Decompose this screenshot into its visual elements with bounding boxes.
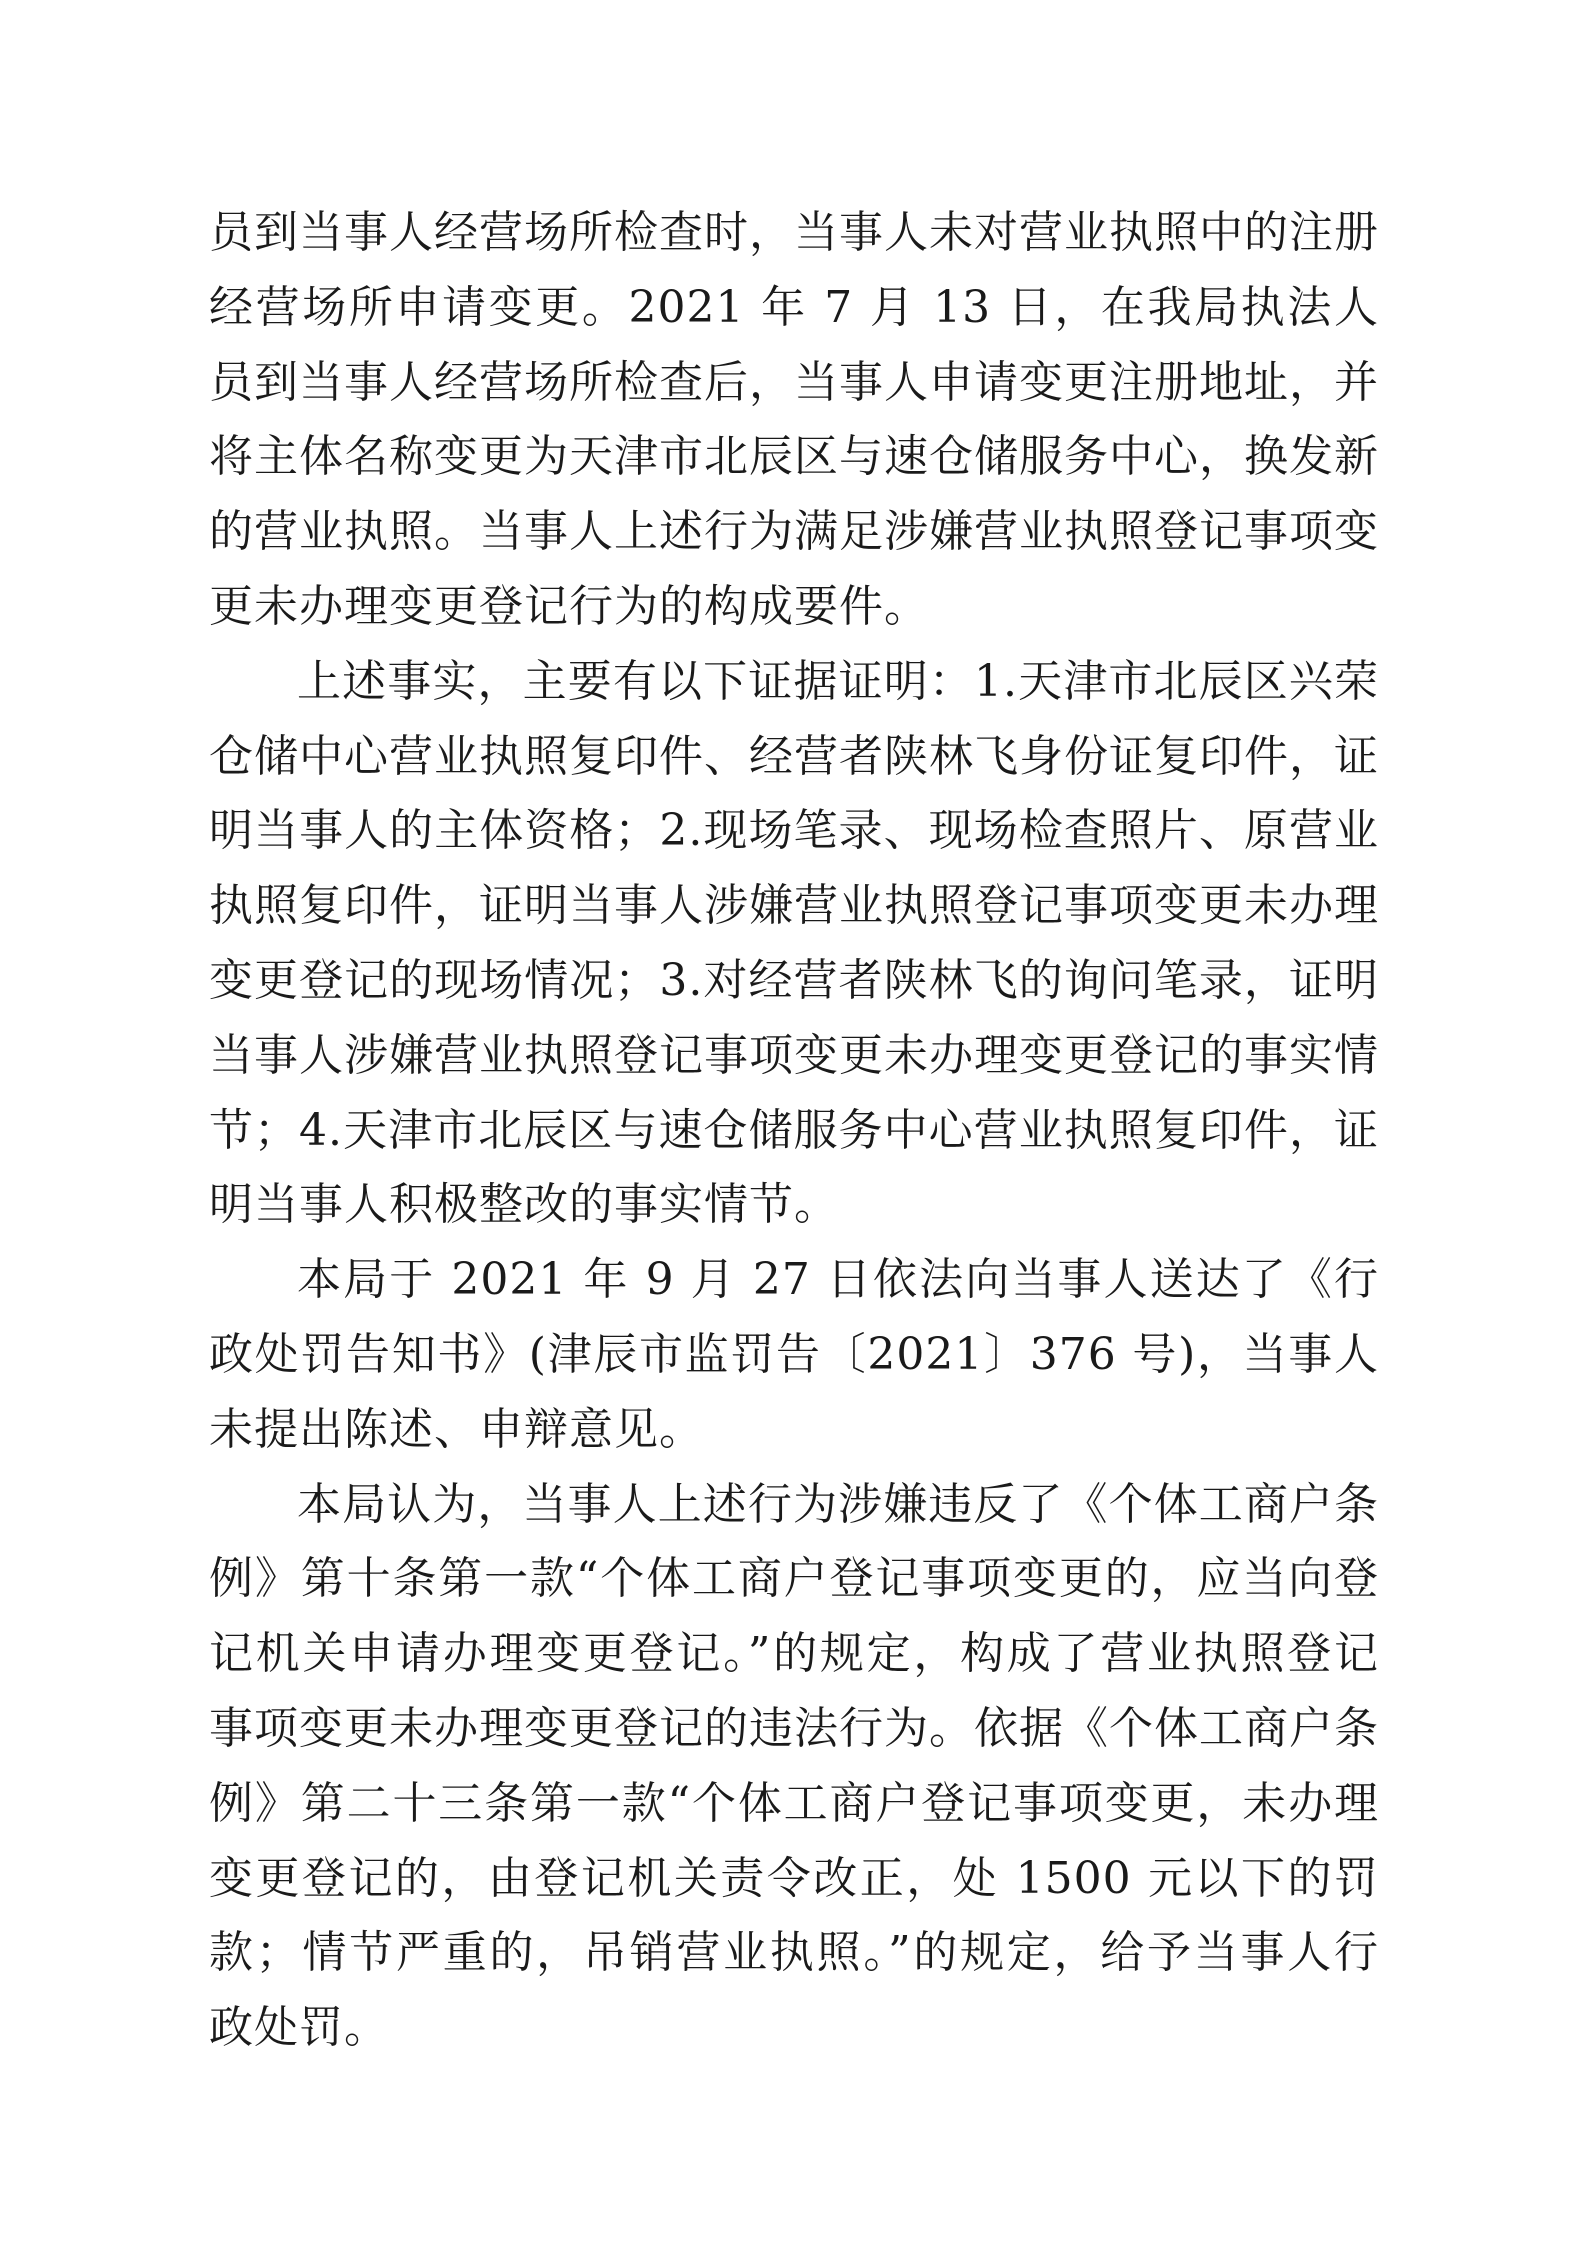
document-body: [209, 196, 1379, 2066]
paragraph-evidence: 上述事实，主要有以下证据证明：1.天津市北辰区兴荣仓储中心营业执照复印件、经营者陕林飞身份证复印件，证明当事人的主体资格；2.现场笔录、现场检查照片、原营业执照复印件，证明当事人涉嫌营业执照登记事项变更未办理变更登记的现场情况；3.对经营者陕林飞的询问笔录，证明当事人涉嫌营业执照登记事项变更未办理变更登记的事实情节；4.天津市北辰区与速仓储服务中心营业执照复印件，证明当事人积极整改的事实情节。: [209, 655, 1379, 1231]
paragraph-facts-continued: 员到当事人经营场所检查时，当事人未对营业执照中的注册经营场所申请变更。2021 年 7 月 13 日，在我局执法人员到当事人经营场所检查后，当事人申请变更注册地址，并将主体名称变更为天津市北辰区与速仓储服务中心，换发新的营业执照。当事人上述行为满足涉嫌营业执照登记事项变更未办理变更登记行为的构成要件。: [209, 207, 1379, 632]
paragraph-notice-delivery: 本局于 2021 年 9 月 27 日依法向当事人送达了《行政处罚告知书》(津辰市监罚告〔2021〕376 号)，当事人未提出陈述、申辩意见。: [209, 1254, 1379, 1455]
paragraph-legal-basis: 本局认为，当事人上述行为涉嫌违反了《个体工商户条例》第十条第一款“个体工商户登记事项变更的，应当向登记机关申请办理变更登记。”的规定，构成了营业执照登记事项变更未办理变更登记的违法行为。依据《个体工商户条例》第二十三条第一款“个体工商户登记事项变更，未办理变更登记的，由登记机关责令改正，处 1500 元以下的罚款；情节严重的，吊销营业执照。”的规定，给予当事人行政处罚。: [209, 1478, 1379, 2054]
